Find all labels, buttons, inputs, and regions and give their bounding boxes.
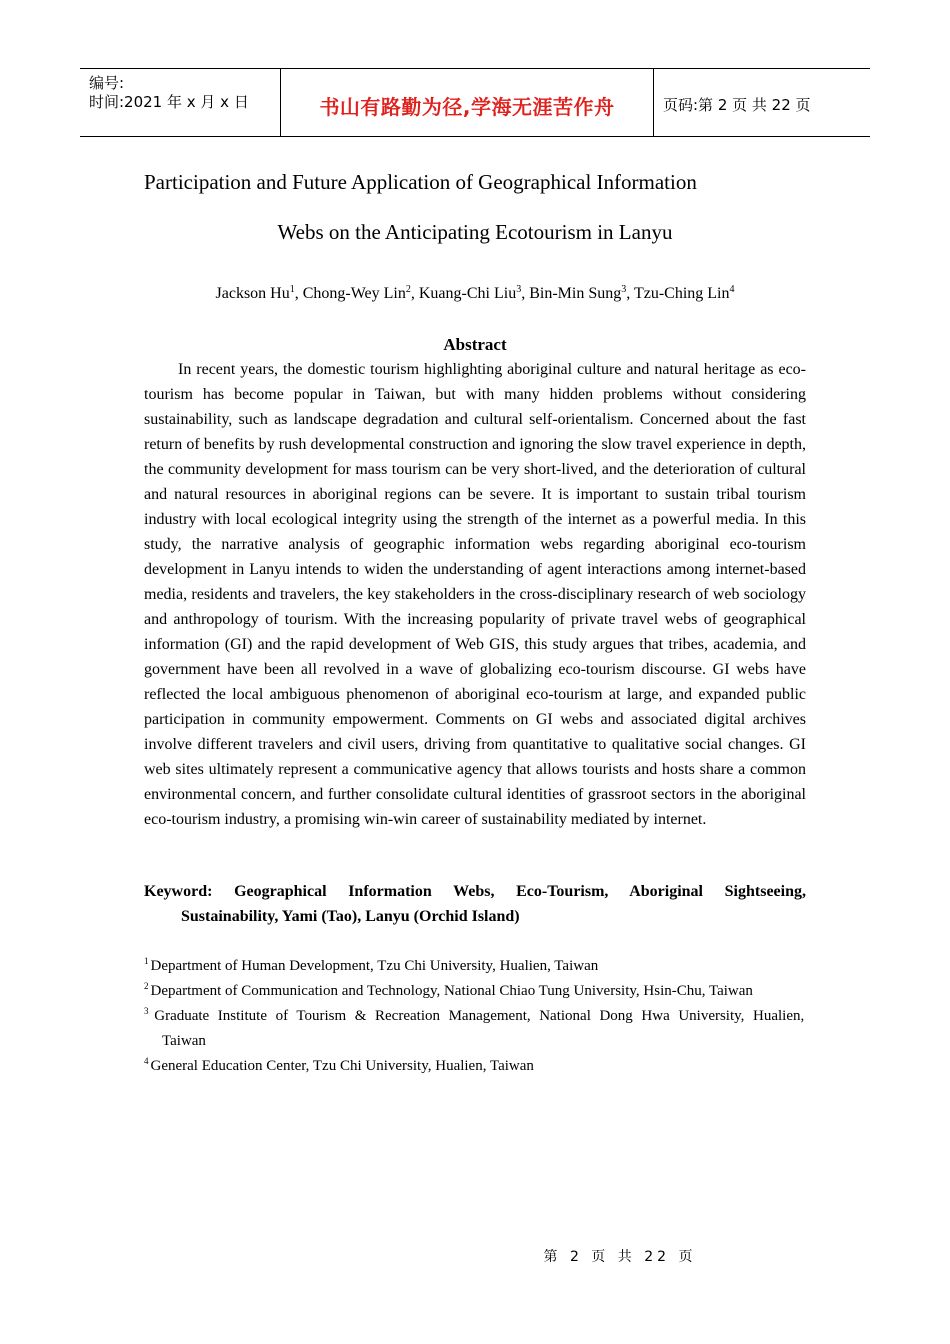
paper-title-line-1: Participation and Future Application of Geographical Information	[144, 170, 697, 194]
header-page-cell	[654, 69, 870, 136]
author-name: Jackson Hu	[215, 285, 290, 302]
page-header	[80, 68, 870, 137]
affiliation-text: Department of Human Development, Tzu Chi University, Hualien, Taiwan	[150, 958, 599, 974]
paper-title-line-2: Webs on the Anticipating Ecotourism in Lanyu	[277, 220, 673, 244]
author-name: Bin-Min Sung	[529, 285, 622, 302]
abstract-body: In recent years, the domestic tourism highlighting aboriginal culture and natural heritage as eco-tourism has become popular in Taiwan, but with many hidden problems without considering sustainability, such as landscape degradation and cultural self-orientalism. Concerned about the fast return of benefits by rush developmental construction and ignoring the slow travel experience in depth, the community development for mass tourism can be very short-lived, and the deterioration of cultural and natural resources in aboriginal regions can be severe. It is important to sustain tribal tourism industry with local ecological integrity using the strength of the internet as a powerful media. In this study, the narrative analysis of geographic information webs regarding aboriginal eco-tourism development in Lanyu intends to widen the understanding of agent interactions among internet-based media, residents and travelers, the key stakeholders in the cross-disciplinary research of web sociology and anthropology of tourism. With the increasing popularity of private travel webs of geographical information (GI) and the rapid development of Web GIS, this study argues that tribes, academia, and government have been all revolved in a wave of globalizing eco-tourism discourse. GI webs have reflected the local ambiguous phenomenon of aboriginal eco-tourism at large, and expanded public participation in community empowerment. Comments on GI webs and associated digital archives involve different travelers and civil users, driving from quantitative to qualitative social changes. GI web sites ultimately represent a communicative agency that allows tourists and hosts share a common environmental concern, and further consolidate cultural identities of grassroot sectors in the aboriginal eco-tourism industry, a promising win-win career of sustainability mediated by internet.	[144, 361, 806, 828]
author-name: Chong-Wey Lin	[302, 285, 406, 302]
author-name: Tzu-Ching Lin	[633, 285, 730, 302]
affiliation-mark: 2	[144, 981, 149, 991]
affiliation-text-continued: Taiwan	[162, 1033, 206, 1049]
page-footer: 第 2 页 共 22 页	[543, 1249, 697, 1265]
header-info-cell	[80, 69, 281, 136]
affiliation-text: Graduate Institute of Tourism & Recreation Management, National Dong Hwa University, Hualien,	[154, 1008, 805, 1024]
affiliation-3	[144, 1004, 806, 1054]
header-motto: 书山有路勤为径,学海无涯苦作舟	[319, 95, 615, 119]
affiliation-4	[144, 1054, 806, 1079]
affiliation-1	[144, 954, 806, 979]
affiliation-mark: 3	[144, 1006, 149, 1016]
author-name: Kuang-Chi Liu	[418, 285, 517, 302]
keywords-line-1: Keyword: Geographical Information Webs, Eco-Tourism, Aboriginal Sightseeing,	[144, 883, 806, 900]
affiliation-text: Department of Communication and Technology, National Chiao Tung University, Hsin-Chu, Taiwan	[150, 983, 753, 999]
abstract-heading: Abstract	[443, 335, 507, 354]
doc-number-label: 编号:	[89, 74, 125, 92]
header-page-label: 页码:第 2 页 共 22 页	[663, 96, 811, 114]
keywords-line-2: Sustainability, Yami (Tao), Lanyu (Orchid Island)	[181, 908, 520, 925]
keywords	[144, 879, 806, 929]
author-aff-mark: 1	[289, 284, 295, 295]
author-aff-mark: 3	[516, 284, 522, 295]
affiliation-mark: 4	[144, 1056, 149, 1066]
author-aff-mark: 4	[729, 284, 735, 295]
author-list: Jackson Hu$^1$, Chong-Wey Lin$^2$, Kuang-Chi Liu$^3$, Bin-Min Sung$^3$, Tzu-Ching Lin$^4$	[215, 284, 735, 302]
time-label: 时间:2021 年 x 月 x 日	[89, 93, 249, 111]
affiliation-2	[144, 979, 806, 1004]
affiliation-mark: 1	[144, 956, 149, 966]
author-aff-mark: 3	[621, 284, 627, 295]
header-motto-cell	[281, 69, 654, 136]
affiliation-text: General Education Center, Tzu Chi University, Hualien, Taiwan	[150, 1058, 534, 1074]
author-aff-mark: 2	[405, 284, 411, 295]
